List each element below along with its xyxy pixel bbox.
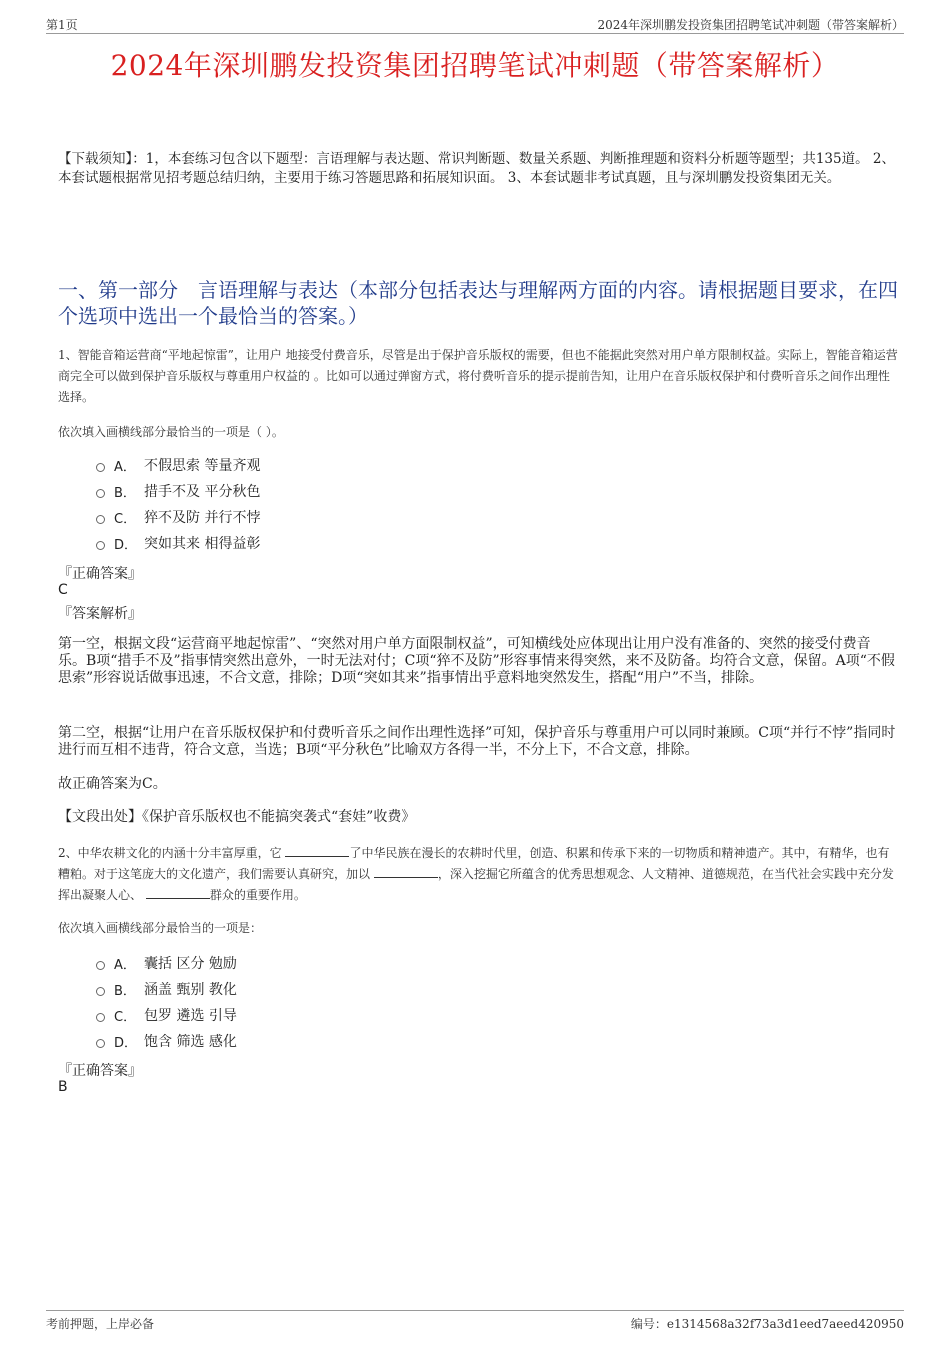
- question-1-options: [96, 452, 260, 556]
- answer-value: B: [58, 1079, 68, 1095]
- question-1-stem: 1、智能音箱运营商“平地起惊雷”，让用户 地接受付费音乐，尽管是出于保护音乐版权的需要，但也不能据此突然对用户单方限制权益。实际上，智能音箱运营商完全可以做到保护音乐版权与尊重用户权益的 。比如可以通过弹窗方式，将付费听音乐的提示提前告知，让用户在音乐版权保护和付费听音乐之间作出理性选择。: [58, 348, 898, 404]
- question-2-options: [96, 950, 237, 1054]
- option-text: 不假思索 等量齐观: [144, 458, 261, 474]
- option-b[interactable]: B． 涵盖 甄别 教化: [96, 976, 237, 1002]
- option-d[interactable]: D． 饱含 筛选 感化: [96, 1028, 237, 1054]
- option-d[interactable]: D． 突如其来 相得益彰: [96, 530, 260, 556]
- option-a[interactable]: A． 囊括 区分 勉励: [96, 950, 237, 976]
- option-text: 囊括 区分 勉励: [144, 956, 237, 972]
- download-notice: 【下载须知】：1，本套练习包含以下题型：言语理解与表达题、常识判断题、数量关系题、判断推理题和资料分析题等题型；共135道。 2、本套试题根据常见招考题总结归纳，主要用于练习答题思路和拓展知识面。 3、本套试题非考试真题，且与深圳鹏发投资集团无关。: [58, 151, 895, 186]
- document-title: 2024年深圳鹏发投资集团招聘笔试冲刺题（带答案解析）: [110, 49, 840, 82]
- answer-label: 『正确答案』: [58, 566, 142, 582]
- option-text: 突如其来 相得益彰: [144, 536, 261, 552]
- radio-icon[interactable]: [96, 961, 105, 970]
- analysis-paragraph-2: 第二空，根据“让用户在音乐版权保护和付费听音乐之间作出理性选择”可知，保护音乐与尊重用户可以同时兼顾。C项“并行不悖”指同时进行而互相不违背，符合文意，当选；B项“平分秋色”比喻双方各得一半，不分上下，不合文意，排除。: [58, 725, 896, 758]
- option-c[interactable]: C． 猝不及防 并行不悖: [96, 504, 260, 530]
- option-text: 措手不及 平分秋色: [144, 484, 261, 500]
- page-number: 第1页: [46, 18, 78, 32]
- radio-icon[interactable]: [96, 987, 105, 996]
- fill-blank-1[interactable]: [285, 845, 349, 857]
- fill-blank-3[interactable]: [146, 887, 210, 899]
- radio-icon[interactable]: [96, 1039, 105, 1048]
- answer-label: 『正确答案』: [58, 1063, 142, 1079]
- option-text: 饱含 筛选 感化: [144, 1034, 237, 1050]
- analysis-paragraph-1: 第一空，根据文段“运营商平地起惊雷”、“突然对用户单方面限制权益”，可知横线处应体现出让用户没有准备的、突然的接受付费音乐。B项“措手不及”指事情突然出意外，一时无法对付；C项“猝不及防”形容事情来得突然，来不及防备。均符合文意，保留。A项“不假思索”形容说话做事迅速，不合文意，排除；D项“突如其来”指事情出乎意料地突然发生，搭配“用户”不当，排除。: [58, 636, 895, 686]
- page-footer: [46, 1310, 904, 1332]
- option-b[interactable]: B． 措手不及 平分秋色: [96, 478, 260, 504]
- document-id: 编号：e1314568a32f73a3d1eed7aeed420950: [630, 1317, 904, 1331]
- answer-value: C: [58, 582, 68, 598]
- option-c[interactable]: C． 包罗 遴选 引导: [96, 1002, 237, 1028]
- radio-icon[interactable]: [96, 489, 105, 498]
- radio-icon[interactable]: [96, 515, 105, 524]
- question-2-prompt: 依次填入画横线部分最恰当的一项是：: [58, 921, 263, 935]
- question-1-prompt: 依次填入画横线部分最恰当的一项是（ ）。: [58, 425, 284, 439]
- radio-icon[interactable]: [96, 1013, 105, 1022]
- option-text: 涵盖 甄别 教化: [144, 982, 237, 998]
- fill-blank-2[interactable]: [374, 866, 438, 878]
- radio-icon[interactable]: [96, 463, 105, 472]
- question-2-stem: 2、中华农耕文化的内涵十分丰富厚重，它 了中华民族在漫长的农耕时代里，创造、积累和传承下来的一切物质和精神遗产。其中，有精华，也有糟粕。对于这笔庞大的文化遗产，我们需要认真研究，加以 ，深入挖掘它所蕴含的优秀思想观念、人文精神、道德规范，在当代社会实践中充分发挥出凝聚人心、 群众的重要作用。: [58, 846, 894, 902]
- text-source: 【文段出处】《保护音乐版权也不能搞突袭式“套娃”收费》: [58, 809, 416, 825]
- radio-icon[interactable]: [96, 541, 105, 550]
- page-header: [46, 14, 904, 34]
- header-doc-title: 2024年深圳鹏发投资集团招聘笔试冲刺题（带答案解析）: [597, 18, 904, 32]
- analysis-label: 『答案解析』: [58, 606, 142, 622]
- section-heading: 一、第一部分 言语理解与表达（本部分包括表达与理解两方面的内容。请根据题目要求，在四个选项中选出一个最恰当的答案。）: [58, 278, 898, 328]
- analysis-conclusion: 故正确答案为C。: [58, 776, 167, 792]
- footer-slogan: 考前押题，上岸必备: [46, 1317, 155, 1331]
- option-text: 包罗 遴选 引导: [144, 1008, 237, 1024]
- option-text: 猝不及防 并行不悖: [144, 510, 261, 526]
- option-a[interactable]: A． 不假思索 等量齐观: [96, 452, 260, 478]
